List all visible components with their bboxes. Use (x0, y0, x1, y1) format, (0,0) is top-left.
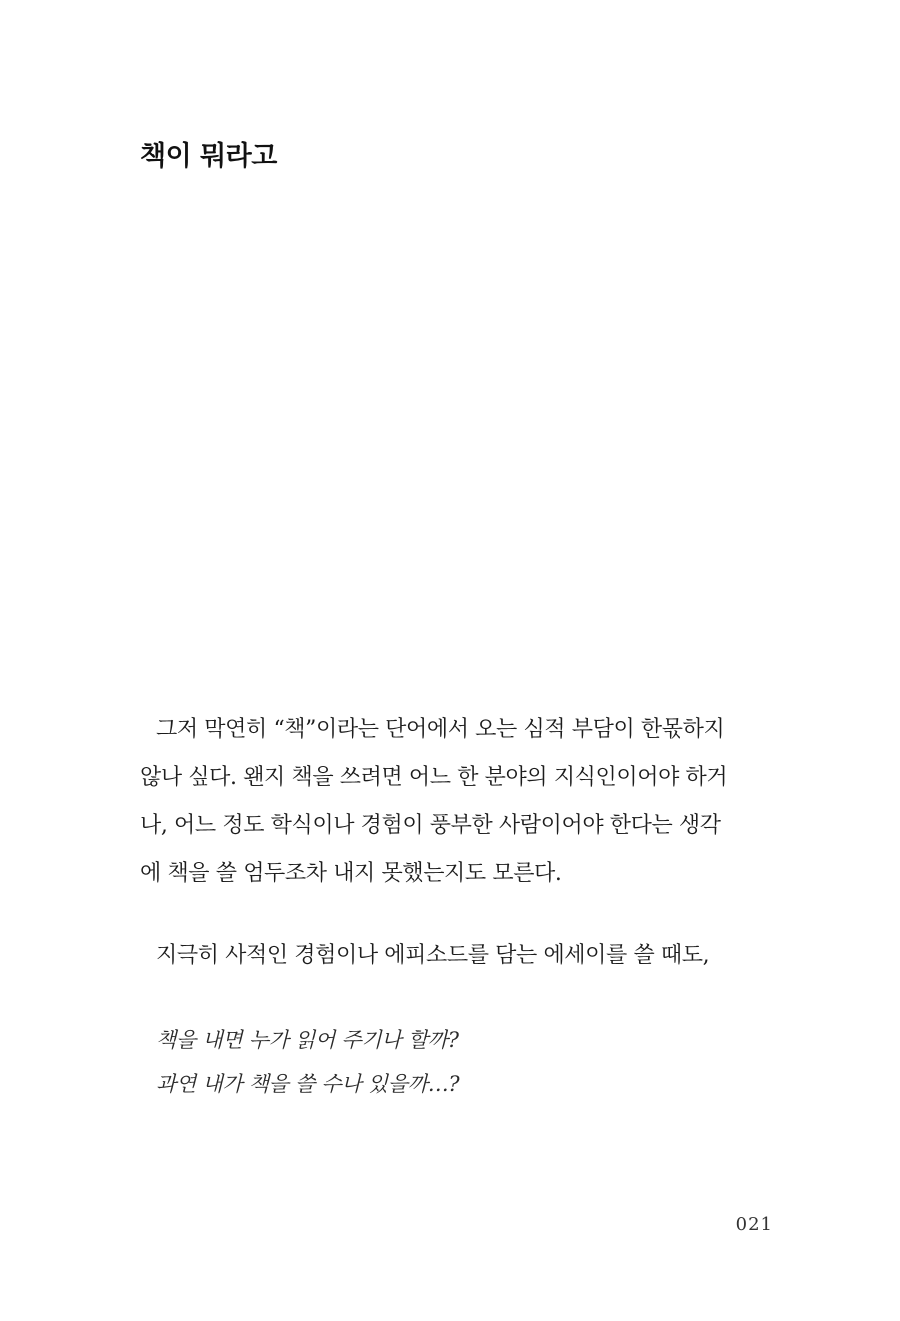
page-number: 021 (735, 1214, 773, 1235)
paragraph-line: 그저 막연히 “책”이라는 단어에서 오는 심적 부담이 한몫하지 (156, 717, 725, 742)
italic-quote-block (156, 1018, 756, 1106)
quote-line: 책을 내면 누가 읽어 주기나 할까? (156, 1028, 459, 1052)
paragraph-line: 않나 싶다. 왠지 책을 쓰려면 어느 한 분야의 지식인이어야 하거 (140, 765, 728, 790)
quote-line: 과연 내가 책을 쓸 수나 있을까…? (156, 1072, 460, 1096)
paragraph-line: 에 책을 쓸 엄두조차 내지 못했는지도 모른다. (140, 861, 562, 886)
chapter-title: 책이 뭐라고 (140, 141, 277, 172)
paragraph-2 (140, 932, 780, 980)
paragraph-line: 지극히 사적인 경험이나 에피소드를 담는 에세이를 쓸 때도, (156, 943, 710, 968)
paragraph-1 (140, 706, 780, 898)
paragraph-line: 나, 어느 정도 학식이나 경험이 풍부한 사람이어야 한다는 생각 (140, 813, 721, 838)
